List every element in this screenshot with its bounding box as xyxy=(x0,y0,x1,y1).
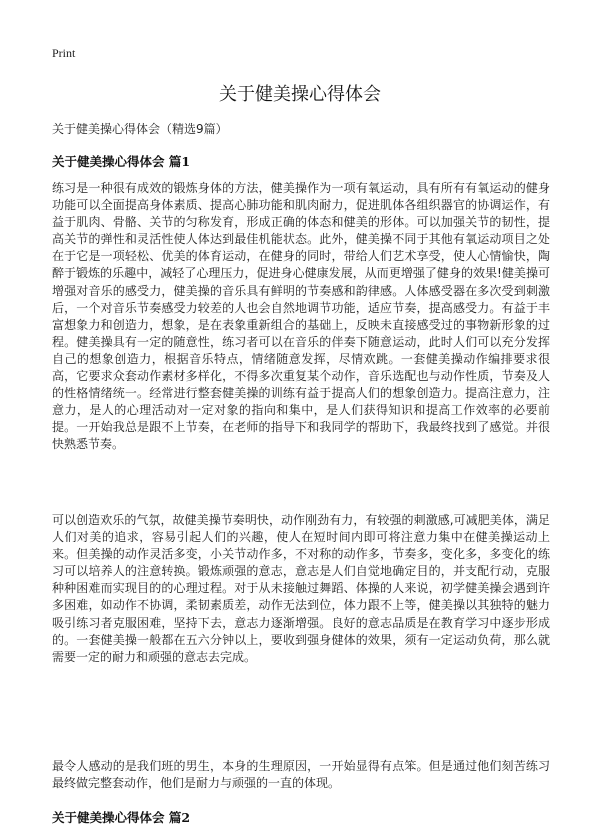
section-heading-number: 篇1 xyxy=(168,154,191,169)
paragraph-2: 可以创造欢乐的气氛，故健美操节奏明快，动作刚劲有力，有较强的刺激感,可减肥美体，满足人们对美的追求，容易引起人们的兴趣，使人在短时间内即可将注意力集中在健美操运动上来。但美操的动作灵活多变，小关节动作多，不对称的动作多，节奏多，变化多，多变化的练习可以培养人的注意转换。锻炼顽强的意志，意志是人们自觉地确定目的，并支配行动，克服种种困难而实现目的的心理过程。对于从未接触过舞蹈、体操的人来说，初学健美操会遇到许多困难，如动作不协调，柔韧素质差，动作无法到位，体力跟不上等，健美操以其独特的魅力吸引练习者克服困难，坚持下去，意志力逐渐增强。良好的意志品质是在教育学习中逐步形成的。一套健美操一般都在五六分钟以上，要收到强身健体的效果，须有一定运动负荷，那么就需要一定的耐力和顽强的意志去完成。 xyxy=(52,513,550,664)
section-heading-text: 关于健美操心得体会 xyxy=(52,810,169,825)
page-title: 关于健美操心得体会 xyxy=(219,84,381,105)
section-heading-text: 关于健美操心得体会 xyxy=(52,154,169,169)
section-heading-2 xyxy=(52,808,190,826)
section-heading-number: 篇2 xyxy=(168,810,191,825)
section-heading-1 xyxy=(52,152,190,170)
print-link[interactable]: Print xyxy=(52,46,76,60)
document-subtitle: 关于健美操心得体会（精选9篇） xyxy=(52,122,228,136)
paragraph-3: 最令人感动的是我们班的男生，本身的生理原因，一开始显得有点笨。但是通过他们刻苦练习最终做完整套动作，他们是耐力与顽强的一直的体现。 xyxy=(52,759,550,791)
paragraph-1: 练习是一种很有成效的锻炼身体的方法，健美操作为一项有氧运动，具有所有有氧运动的健身功能可以全面提高身体素质、提高心肺功能和肌肉耐力，促进肌体各组织器官的协调运作，有益于肌肉、骨骼、关节的匀称发育，形成正确的体态和健美的形体。可以加强关节的韧性，提高关节的弹性和灵活性使人体达到最佳机能状态。此外，健美操不同于其他有氧运动项目之处在于它是一项轻松、优美的体育运动，在健身的同时，带给人们艺术享受，使人心情愉快，陶醉于锻炼的乐趣中，减轻了心理压力，促进身心健康发展，从而更增强了健身的效果!健美操可增强对音乐的感受力，健美操的音乐具有鲜明的节奏感和韵律感。人体感受器在多次受到刺激后，一个对音乐节奏感受力较差的人也会自然地调节功能，适应节奏，提高感受力。有益于丰富想象力和创造力，想象，是在表象重新组合的基础上，反映未直接感受过的事物新形象的过程。健美操具有一定的随意性，练习者可以在音乐的伴奏下随意运动，此时人们可以充分发挥自己的想象创造力，根据音乐特点，情绪随意发挥，尽情欢跳。一套健美操动作编排要求很高，它要求众套动作素材多样化，不得多次重复某个动作，音乐选配也与动作性质，节奏及人的性格情绪统一。经常进行整套健美操的训练有益于提高人们的想象创造力。提高注意力，注意力，是人的心理活动对一定对象的指向和集中，是人们获得知识和提高工作效率的必要前提。一开始我总是跟不上节奏，在老师的指导下和我同学的帮助下，我最终找到了感觉。并很快熟悉节奏。 xyxy=(52,181,550,452)
